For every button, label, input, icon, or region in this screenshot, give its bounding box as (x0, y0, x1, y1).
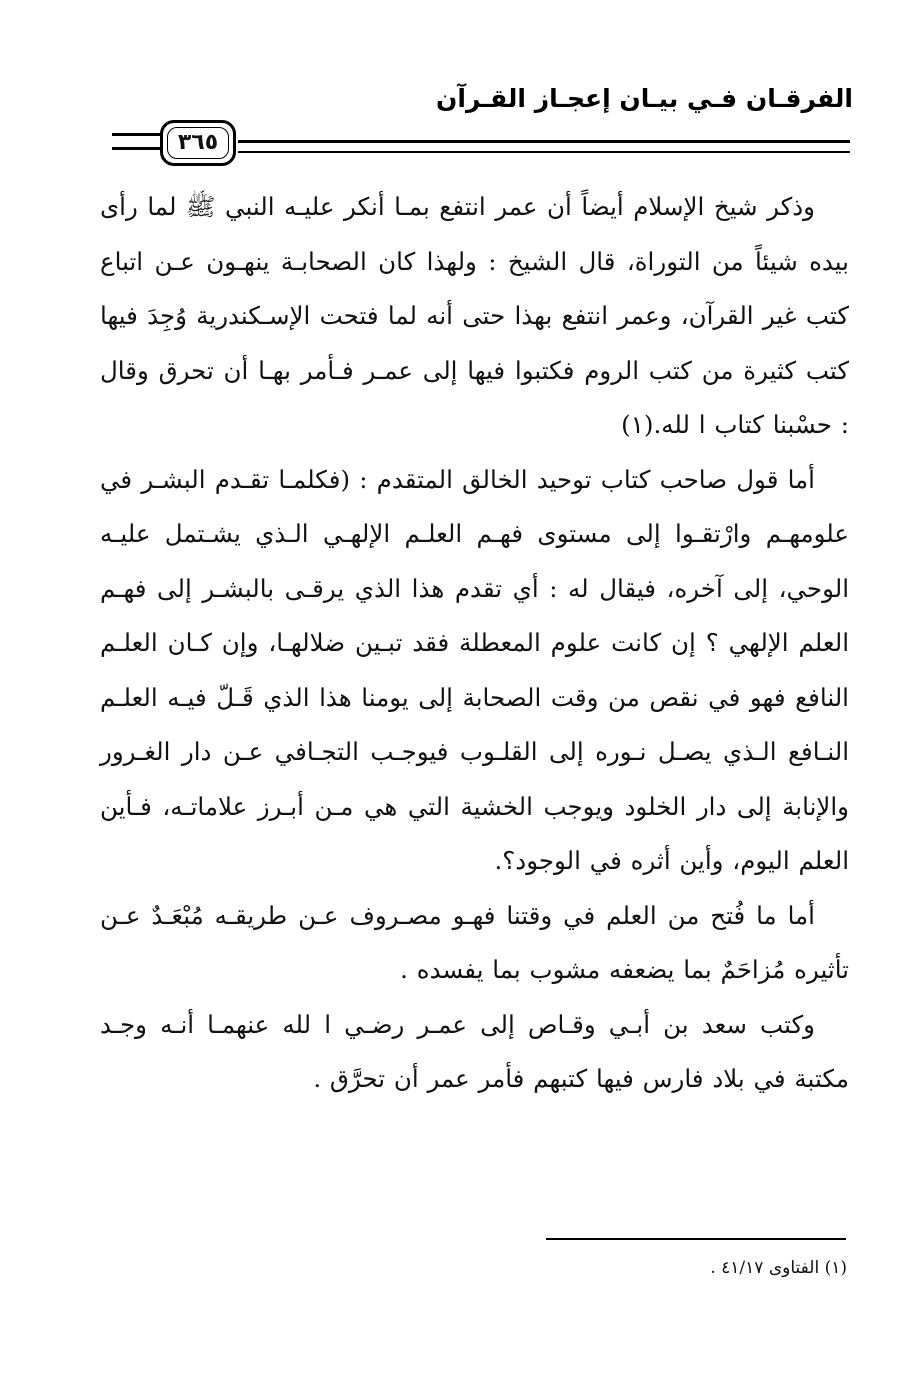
header-rule-left-lower (112, 147, 162, 150)
header-rule-right-upper (238, 140, 850, 143)
footnote: (١) الفتاوى ٤١/١٧ . (710, 1258, 847, 1278)
header-rule-left-upper (112, 133, 162, 136)
body-text (100, 180, 849, 1107)
paragraph-1: وذكر شيخ الإسلام أيضاً أن عمر انتفع بمـا أنكر عليـه النبي ﷺ لما رأى بيده شيئاً من التوراة، قال الشيخ : ولهذا كان الصحابـة ينهـون عـن اتباع كتب غير القرآن، وعمر انتفع بهذا حتى أنه لما فتحت الإسـكندرية وُجِدَ فيها كتب كثيرة من كتب الروم فكتبوا فيها إلى عمـر فـأمر بهـا أن تحرق وقال : حسْبنا كتاب ا لله.(١) (100, 192, 849, 439)
paragraph-3: أما ما فُتح من العلم في وقتنا فهـو مصـروف عـن طريقـه مُبْعَـدٌ عـن تأثيره مُزاحَمٌ بما يضعفه مشوب بما يفسده . (100, 900, 849, 984)
running-title: الفرقـان فـي بيـان إعجـاز القـرآن (436, 84, 853, 113)
page-number: ٣٦٥ (177, 130, 219, 155)
paragraph-4: وكتب سعد بن أبـي وقـاص إلى عمـر رضـي ا لله عنهمـا أنـه وجـد مكتبة في بلاد فارس فيها كتبهم فأمر عمر أن تحرَّق . (100, 1009, 849, 1093)
paragraph-2: أما قول صاحب كتاب توحيد الخالق المتقدم : (فكلمـا تقـدم البشـر في علومهـم وارْتقـوا إلى مستوى فهـم العلـم الإلهـي الـذي يشـتمل عليـه الوحي، إلى آخره، فيقال له : أي تقدم هذا الذي يرقـى بالبشـر إلى فهـم العلم الإلهي ؟ إن كانت علوم المعطلة فقد تبـين ضلالهـا، وإن كـان العلـم النافع فهو في نقص من وقت الصحابة إلى يومنا هذا الذي قَـلّ فيـه العلـم النـافع الـذي يصـل نـوره إلى القلـوب فيوجـب التجـافي عـن دار الغـرور والإنابة إلى دار الخلود ويوجب الخشية التي هي مـن أبـرز علاماتـه، فـأين العلم اليوم، وأين أثره في الوجود؟. (100, 464, 849, 875)
header-rule-right-lower (238, 151, 850, 153)
footnote-separator (546, 1238, 846, 1240)
page-number-badge (160, 120, 236, 166)
